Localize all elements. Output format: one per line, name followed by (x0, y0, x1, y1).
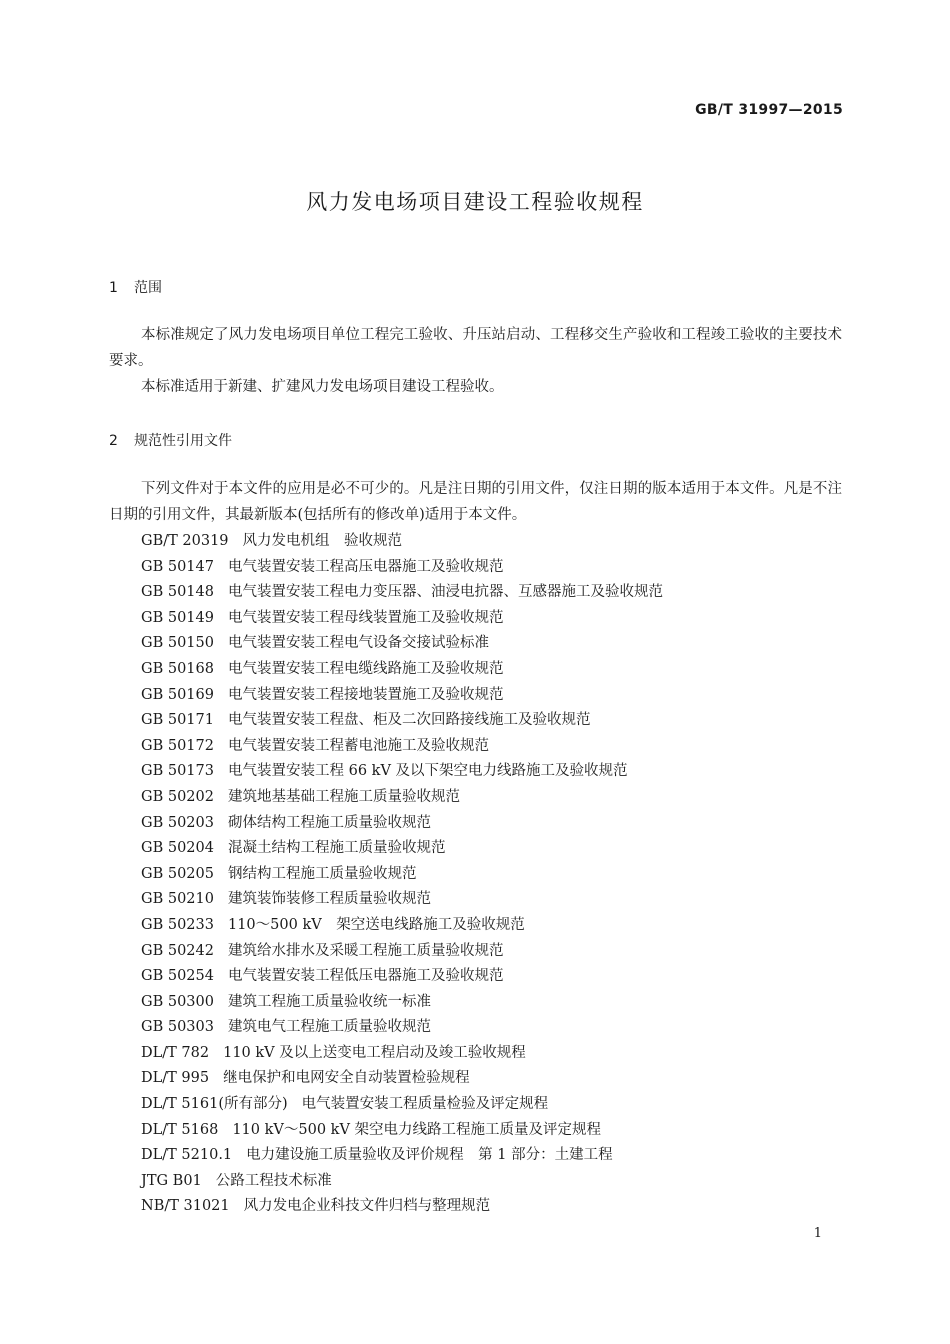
reference-code: GB 50205 (141, 865, 214, 882)
reference-code: NB/T 31021 (141, 1198, 230, 1215)
reference-item (141, 529, 663, 555)
reference-title: 电气装置安装工程质量检验及评定规程 (301, 1096, 549, 1113)
reference-item (141, 555, 663, 581)
reference-code: GB 50210 (141, 891, 214, 908)
reference-title: 电气装置安装工程母线装置施工及验收规范 (227, 609, 504, 626)
reference-item (141, 1118, 663, 1144)
reference-code: GB 50303 (141, 1019, 214, 1036)
reference-item (141, 606, 663, 632)
section-title: 规范性引用文件 (134, 433, 232, 449)
reference-code: GB 50171 (141, 712, 214, 729)
reference-item (141, 990, 663, 1016)
reference-title: 建筑工程施工质量验收统一标准 (227, 993, 431, 1010)
reference-item (141, 785, 663, 811)
reference-item (141, 1015, 663, 1041)
standard-code: GB/T 31997—2015 (695, 102, 843, 118)
reference-item (141, 1066, 663, 1092)
reference-title: 电气装置安装工程 66 kV 及以下架空电力线路施工及验收规范 (227, 763, 628, 780)
reference-code: DL/T 782 (141, 1044, 210, 1061)
scope-paragraph-2: 本标准适用于新建、扩建风力发电场项目建设工程验收。 (141, 379, 504, 395)
reference-item (141, 913, 663, 939)
reference-code: DL/T 995 (141, 1070, 210, 1087)
reference-code: GB 50169 (141, 686, 214, 703)
reference-title: 电气装置安装工程高压电器施工及验收规范 (227, 558, 504, 575)
reference-item (141, 1092, 663, 1118)
reference-item (141, 580, 663, 606)
reference-title: 砌体结构工程施工质量验收规范 (227, 814, 431, 831)
scope-paragraph-1: 本标准规定了风力发电场项目单位工程完工验收、升压站启动、工程移交生产验收和工程竣工验收的主要技术要求。 (109, 327, 842, 369)
reference-title: 电气装置安装工程电缆线路施工及验收规范 (227, 660, 504, 677)
reference-title: 电气装置安装工程蓄电池施工及验收规范 (227, 737, 489, 754)
reference-item (141, 734, 663, 760)
reference-item (141, 939, 663, 965)
reference-code: DL/T 5161(所有部分) (141, 1096, 288, 1113)
reference-code: GB 50150 (141, 635, 214, 652)
reference-code: GB 50300 (141, 993, 214, 1010)
reference-item (141, 683, 663, 709)
reference-title: 钢结构工程施工质量验收规范 (227, 865, 417, 882)
reference-item (141, 759, 663, 785)
page-number: 1 (813, 1226, 822, 1241)
reference-list (141, 529, 663, 1220)
reference-title: 电气装置安装工程电气设备交接试验标准 (227, 635, 489, 652)
reference-item (141, 1041, 663, 1067)
reference-title: 110 kV～500 kV 架空电力线路工程施工质量及评定规程 (232, 1121, 602, 1138)
reference-title: 建筑地基基础工程施工质量验收规范 (227, 788, 460, 805)
section-title: 范围 (134, 280, 162, 296)
reference-code: GB 50149 (141, 609, 214, 626)
reference-title: 110 kV 及以上送变电工程启动及竣工验收规程 (223, 1044, 526, 1061)
reference-title: 建筑电气工程施工质量验收规范 (227, 1019, 431, 1036)
reference-code: GB 50242 (141, 942, 214, 959)
reference-item (141, 836, 663, 862)
reference-code: GB 50254 (141, 968, 214, 985)
reference-code: GB 50172 (141, 737, 214, 754)
reference-code: GB 50233 (141, 916, 214, 933)
section-heading-scope (109, 277, 162, 297)
reference-title: 电力建设施工质量验收及评价规程 第 1 部分：土建工程 (246, 1147, 613, 1164)
reference-item (141, 964, 663, 990)
reference-item (141, 657, 663, 683)
reference-item (141, 1143, 663, 1169)
reference-item (141, 631, 663, 657)
reference-title: 风力发电企业科技文件归档与整理规范 (243, 1198, 491, 1215)
reference-title: 混凝土结构工程施工质量验收规范 (227, 840, 446, 857)
references-intro: 下列文件对于本文件的应用是必不可少的。凡是注日期的引用文件，仅注日期的版本适用于本文件。凡是不注日期的引用文件，其最新版本(包括所有的修改单)适用于本文件。 (109, 481, 842, 523)
reference-code: DL/T 5210.1 (141, 1147, 233, 1164)
reference-item (141, 1194, 663, 1220)
reference-title: 电气装置安装工程接地装置施工及验收规范 (227, 686, 504, 703)
reference-title: 建筑给水排水及采暖工程施工质量验收规范 (227, 942, 504, 959)
section-number: 1 (109, 280, 118, 296)
reference-title: 电气装置安装工程低压电器施工及验收规范 (227, 968, 504, 985)
section-number: 2 (109, 433, 118, 449)
reference-title: 电气装置安装工程电力变压器、油浸电抗器、互感器施工及验收规范 (227, 584, 663, 601)
document-title: 风力发电场项目建设工程验收规程 (306, 190, 644, 214)
reference-code: GB 50147 (141, 558, 214, 575)
reference-code: GB 50204 (141, 840, 214, 857)
reference-title: 电气装置安装工程盘、柜及二次回路接线施工及验收规范 (227, 712, 591, 729)
reference-title: 建筑装饰装修工程质量验收规范 (227, 891, 431, 908)
reference-code: DL/T 5168 (141, 1121, 219, 1138)
reference-title: 110～500 kV 架空送电线路施工及验收规范 (227, 916, 525, 933)
reference-code: GB 50148 (141, 584, 214, 601)
reference-code: GB/T 20319 (141, 533, 229, 549)
reference-item (141, 811, 663, 837)
reference-code: GB 50202 (141, 788, 214, 805)
reference-code: GB 50203 (141, 814, 214, 831)
reference-code: GB 50173 (141, 763, 214, 780)
reference-title: 风力发电机组 验收规范 (242, 533, 403, 549)
reference-item (141, 887, 663, 913)
reference-title: 继电保护和电网安全自动装置检验规程 (223, 1070, 470, 1087)
reference-item (141, 862, 663, 888)
reference-title: 公路工程技术标准 (215, 1172, 332, 1189)
reference-code: GB 50168 (141, 660, 214, 677)
reference-item (141, 708, 663, 734)
reference-item (141, 1169, 663, 1195)
section-heading-references (109, 430, 232, 450)
reference-code: JTG B01 (141, 1172, 202, 1189)
